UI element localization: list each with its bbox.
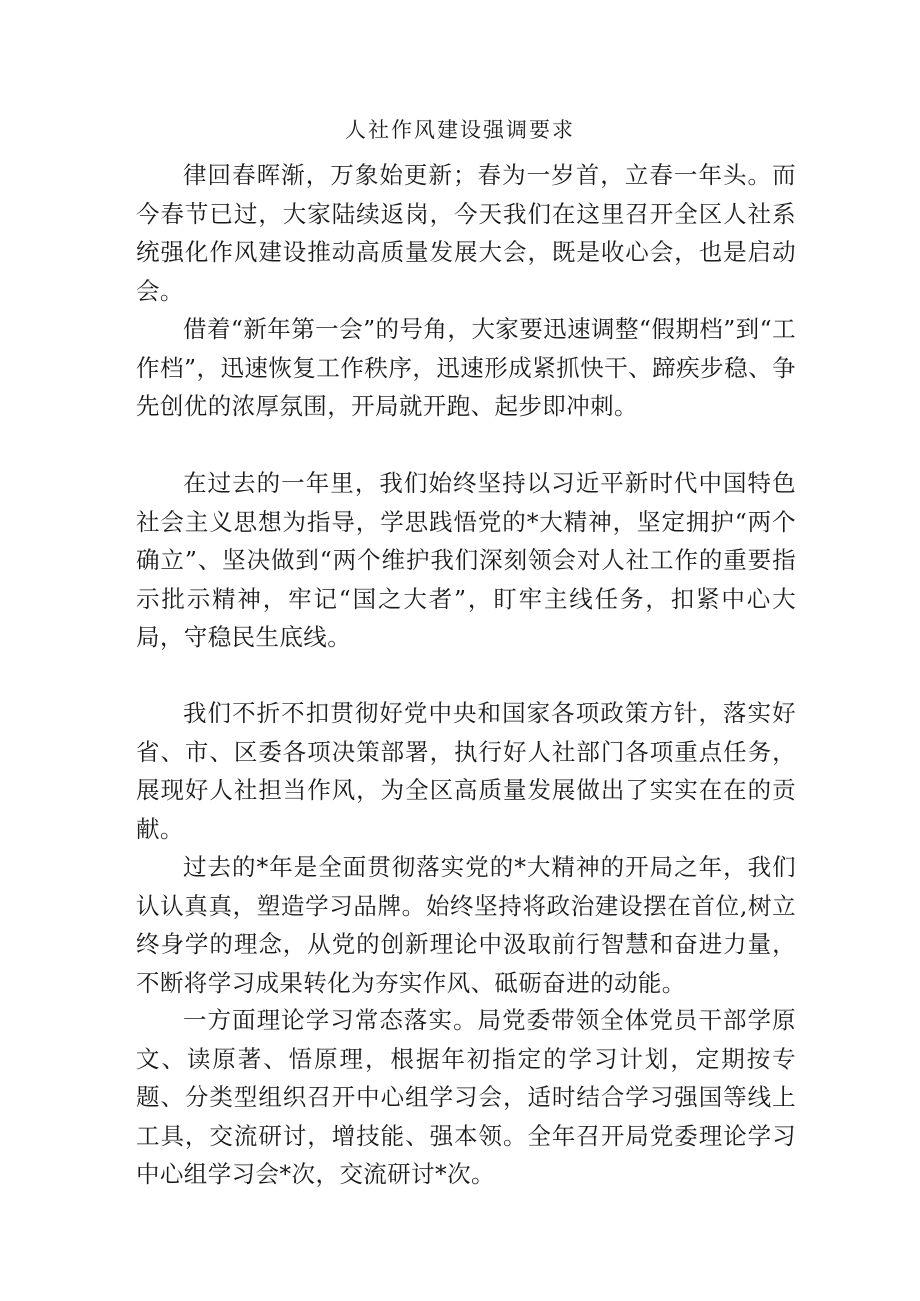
paragraph-1: 律回春晖渐，万象始更新；春为一岁首，立春一年头。而今春节已过，大家陆续返岗，今天我们在这里召开全区人社系统强化作风建设推动高质量发展大会，既是收心会，也是启动会。 <box>136 161 796 305</box>
paragraph-2: 借着“新年第一会”的号角，大家要迅速调整“假期档”到“工作档”，迅速恢复工作秩序，迅速形成紧抓快干、蹄疾步稳、争先创优的浓厚氛围，开局就开跑、起步即冲刺。 <box>136 315 796 420</box>
document-title: 人社作风建设强调要求 <box>345 118 575 142</box>
paragraph-5: 过去的*年是全面贯彻落实党的*大精神的开局之年，我们认认真真，塑造学习品牌。始终坚持将政治建设摆在首位,树立终身学的理念，从党的创新理论中汲取前行智慧和奋进力量，不断将学习成果转化为夯实作风、砥砺奋进的动能。 <box>136 853 796 997</box>
paragraph-3: 在过去的一年里，我们始终坚持以习近平新时代中国特色社会主义思想为指导，学思践悟党的*大精神，坚定拥护“两个确立”、坚决做到“两个维护我们深刻领会对人社工作的重要指示批示精神，牢记“国之大者”，盯牢主线任务，扣紧中心大局，守稳民生底线。 <box>136 469 796 651</box>
paragraph-4: 我们不折不扣贯彻好党中央和国家各项政策方针，落实好省、市、区委各项决策部署，执行好人社部门各项重点任务，展现好人社担当作风，为全区高质量发展做出了实实在在的贡献。 <box>136 699 796 843</box>
paragraph-6: 一方面理论学习常态落实。局党委带领全体党员干部学原文、读原著、悟原理，根据年初指定的学习计划，定期按专题、分类型组织召开中心组学习会，适时结合学习强国等线上工具，交流研讨，增技能、强本领。全年召开局党委理论学习中心组学习会*次，交流研讨*次。 <box>136 1006 796 1188</box>
